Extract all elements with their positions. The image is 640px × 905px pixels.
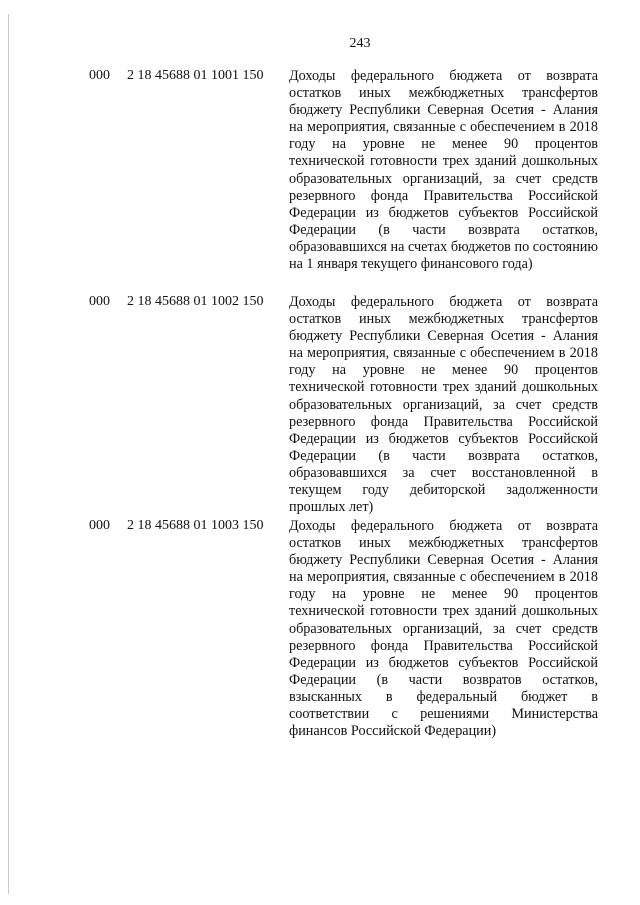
administrator-code: 000 (89, 68, 110, 83)
budget-classification-code: 2 18 45688 01 1003 150 (127, 518, 264, 533)
income-description: Доходы федерального бюджета от возврата остатков иных межбюджетных трансфертов бюджету Республики Северная Осетия - Алания на мероприятия, связанные с обеспечением в 2018 году на уровне не менее 90 процентов технической готовности трех зданий дошкольных образовательных организаций, за счет средств резервного фонда Правительства Российской Федерации из бюджетов субъектов Российской Федерации (в части возврата остатков, образовавшихся на счетах бюджетов по состоянию на 1 января текущего финансового года) (289, 68, 598, 273)
income-description: Доходы федерального бюджета от возврата остатков иных межбюджетных трансфертов бюджету Республики Северная Осетия - Алания на мероприятия, связанные с обеспечением в 2018 году на уровне не менее 90 процентов технической готовности трех зданий дошкольных образовательных организаций, за счет средств резервного фонда Правительства Российской Федерации из бюджетов субъектов Российской Федерации (в части возврата остатков, образовавшихся за счет восстановленной в текущем году дебиторской задолженности прошлых лет) (289, 294, 598, 516)
budget-classification-code: 2 18 45688 01 1002 150 (127, 294, 264, 309)
administrator-code: 000 (89, 294, 110, 309)
page-number: 243 (349, 36, 371, 51)
income-description: Доходы федерального бюджета от возврата остатков иных межбюджетных трансфертов бюджету Республики Северная Осетия - Алания на мероприятия, связанные с обеспечением в 2018 году на уровне не менее 90 процентов технической готовности трех зданий дошкольных образовательных организаций, за счет средств резервного фонда Правительства Российской Федерации из бюджетов субъектов Российской Федерации (в части возвратов остатков, взысканных в федеральный бюджет в соответствии с решениями Министерства финансов Российской Федерации) (289, 518, 598, 740)
budget-classification-code: 2 18 45688 01 1001 150 (127, 68, 264, 83)
administrator-code: 000 (89, 518, 110, 533)
